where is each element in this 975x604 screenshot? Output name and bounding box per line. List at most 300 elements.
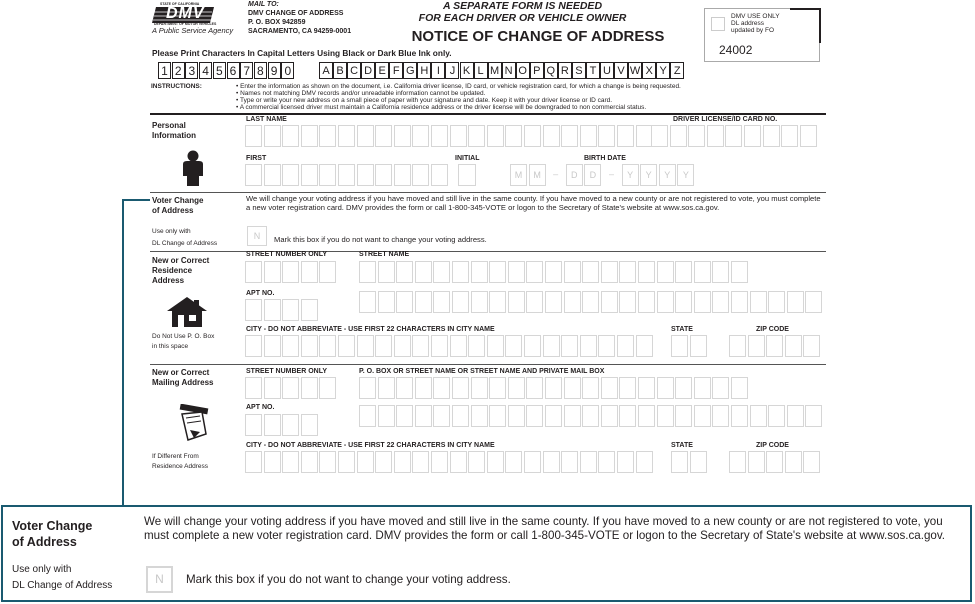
voter-checkbox-letter: N <box>253 231 261 241</box>
birth-date-box[interactable]: Y <box>640 164 657 186</box>
input-box[interactable] <box>394 451 411 473</box>
input-box[interactable] <box>582 261 599 283</box>
input-box[interactable] <box>471 261 488 283</box>
input-box[interactable] <box>264 125 281 147</box>
birth-date-box[interactable]: Y <box>677 164 694 186</box>
input-box[interactable] <box>545 405 562 427</box>
input-box[interactable] <box>375 125 392 147</box>
input-box[interactable] <box>787 405 804 427</box>
input-box[interactable] <box>375 164 392 186</box>
digit-sample: 4 <box>199 62 212 79</box>
input-box[interactable] <box>803 451 820 473</box>
instruction-item: • Enter the information as shown on the document, i.e. California driver license, ID card, or vehicle registration card, for which a change is being requested. <box>236 83 681 90</box>
input-box[interactable] <box>282 164 299 186</box>
residence-zip-label: ZIP CODE <box>756 326 789 333</box>
input-box[interactable] <box>487 335 504 357</box>
input-box[interactable] <box>468 125 485 147</box>
input-box[interactable] <box>489 291 506 313</box>
mailing-state-label: STATE <box>671 442 693 449</box>
input-box[interactable] <box>601 291 618 313</box>
input-box[interactable] <box>301 451 318 473</box>
letter-sample: N <box>502 62 516 79</box>
input-box[interactable] <box>763 125 780 147</box>
input-box[interactable] <box>245 261 262 283</box>
input-box[interactable] <box>264 261 281 283</box>
voter-zoom-panel <box>1 505 972 602</box>
letter-sample: E <box>375 62 389 79</box>
input-box[interactable] <box>731 291 748 313</box>
mail-to-line-3: SACRAMENTO, CA 94259-0001 <box>248 28 352 35</box>
input-box[interactable] <box>468 451 485 473</box>
input-box[interactable] <box>394 335 411 357</box>
input-box[interactable] <box>471 377 488 399</box>
input-box[interactable] <box>768 291 785 313</box>
digit-sample: 8 <box>254 62 267 79</box>
input-box[interactable] <box>375 451 392 473</box>
input-box[interactable] <box>657 405 674 427</box>
page-title: NOTICE OF CHANGE OF ADDRESS <box>411 28 665 45</box>
input-box[interactable] <box>301 164 318 186</box>
input-box[interactable] <box>671 335 688 357</box>
input-box[interactable] <box>282 261 299 283</box>
input-box[interactable] <box>450 125 467 147</box>
input-box[interactable] <box>338 451 355 473</box>
input-box[interactable] <box>450 335 467 357</box>
input-box[interactable] <box>282 414 299 436</box>
input-box[interactable] <box>526 291 543 313</box>
letter-sample: Z <box>670 62 684 79</box>
letter-sample: U <box>600 62 614 79</box>
input-box[interactable] <box>675 261 692 283</box>
input-box[interactable] <box>617 125 634 147</box>
letter-sample: P <box>530 62 544 79</box>
input-box[interactable] <box>433 261 450 283</box>
input-box[interactable] <box>694 291 711 313</box>
input-box[interactable] <box>433 291 450 313</box>
letter-sample: Y <box>656 62 670 79</box>
birth-date-box[interactable]: D <box>584 164 601 186</box>
input-box[interactable] <box>471 405 488 427</box>
input-box[interactable] <box>731 405 748 427</box>
input-box[interactable] <box>729 335 746 357</box>
input-box[interactable] <box>245 299 262 321</box>
letter-sample: F <box>389 62 403 79</box>
birth-date-separator: – <box>553 169 559 179</box>
input-box[interactable] <box>561 335 578 357</box>
input-box[interactable] <box>415 377 432 399</box>
input-box[interactable] <box>671 451 688 473</box>
residence-city-label: CITY - DO NOT ABBREVIATE - USE FIRST 22 CHARACTERS IN CITY NAME <box>246 326 495 333</box>
input-box[interactable] <box>670 125 687 147</box>
input-box[interactable] <box>598 125 615 147</box>
input-box[interactable] <box>245 451 262 473</box>
input-box[interactable] <box>396 261 413 283</box>
input-box[interactable] <box>245 335 262 357</box>
input-box[interactable] <box>301 261 318 283</box>
voter-zoom-use-2: DL Change of Address <box>12 580 113 591</box>
input-box[interactable] <box>657 377 674 399</box>
input-box[interactable] <box>431 125 448 147</box>
input-box[interactable] <box>415 291 432 313</box>
input-box[interactable] <box>619 291 636 313</box>
input-box[interactable] <box>803 335 820 357</box>
input-box[interactable] <box>508 261 525 283</box>
letter-sample: B <box>333 62 347 79</box>
input-box[interactable] <box>264 335 281 357</box>
digit-sample: 3 <box>185 62 198 79</box>
input-box[interactable] <box>545 261 562 283</box>
input-box[interactable] <box>787 291 804 313</box>
logo-sub: DEPARTMENT OF MOTOR VEHICLES <box>154 22 217 26</box>
letter-sample: H <box>417 62 431 79</box>
input-box[interactable] <box>766 335 783 357</box>
input-box[interactable] <box>526 377 543 399</box>
letter-sample: L <box>474 62 488 79</box>
input-box[interactable] <box>694 261 711 283</box>
input-box[interactable] <box>378 377 395 399</box>
input-box[interactable] <box>725 125 742 147</box>
input-box[interactable] <box>601 261 618 283</box>
input-box[interactable] <box>489 377 506 399</box>
residence-apt-label: APT NO. <box>246 290 275 297</box>
input-box[interactable] <box>505 451 522 473</box>
input-box[interactable] <box>282 451 299 473</box>
input-box[interactable] <box>505 125 522 147</box>
letter-sample: W <box>628 62 642 79</box>
office-use-checkbox[interactable] <box>711 17 725 31</box>
input-box[interactable] <box>582 291 599 313</box>
birth-date-box[interactable]: M <box>529 164 546 186</box>
input-box[interactable] <box>452 261 469 283</box>
input-box[interactable] <box>378 405 395 427</box>
digit-sample: 1 <box>158 62 171 79</box>
input-box[interactable] <box>378 261 395 283</box>
input-box[interactable] <box>357 164 374 186</box>
input-box[interactable] <box>543 451 560 473</box>
input-box[interactable] <box>598 451 615 473</box>
birth-date-box[interactable]: M <box>510 164 527 186</box>
input-box[interactable] <box>619 261 636 283</box>
input-box[interactable] <box>688 125 705 147</box>
letter-sample: A <box>319 62 333 79</box>
input-box[interactable] <box>396 377 413 399</box>
input-box[interactable] <box>489 405 506 427</box>
input-box[interactable] <box>245 125 262 147</box>
dl-number-label: DRIVER LICENSE/ID CARD NO. <box>673 116 778 123</box>
input-box[interactable] <box>638 291 655 313</box>
input-box[interactable] <box>744 125 761 147</box>
voter-checkbox[interactable] <box>247 226 267 246</box>
input-box[interactable] <box>543 335 560 357</box>
voter-callout-line <box>122 199 150 201</box>
voter-callout-line <box>122 199 124 506</box>
input-box[interactable] <box>805 405 822 427</box>
input-box[interactable] <box>412 335 429 357</box>
mailing-note-2: Residence Address <box>152 463 209 470</box>
voter-zoom-title: Voter Change of Address <box>12 519 93 549</box>
logo-text: DMV <box>166 5 205 22</box>
input-box[interactable] <box>748 335 765 357</box>
mailing-street-number-label: STREET NUMBER ONLY <box>246 368 328 375</box>
input-box[interactable] <box>675 291 692 313</box>
input-box[interactable] <box>601 377 618 399</box>
input-box[interactable] <box>264 414 281 436</box>
input-box[interactable] <box>431 164 448 186</box>
residence-state-label: STATE <box>671 326 693 333</box>
input-box[interactable] <box>638 261 655 283</box>
input-box[interactable] <box>245 377 262 399</box>
input-box[interactable] <box>338 125 355 147</box>
input-box[interactable] <box>433 405 450 427</box>
input-box[interactable] <box>580 335 597 357</box>
input-box[interactable] <box>582 405 599 427</box>
input-box[interactable] <box>468 335 485 357</box>
dmv-logo <box>152 2 216 24</box>
input-box[interactable] <box>545 291 562 313</box>
input-box[interactable] <box>580 125 597 147</box>
input-box[interactable] <box>712 405 729 427</box>
input-box[interactable] <box>357 335 374 357</box>
input-box[interactable] <box>508 377 525 399</box>
input-box[interactable] <box>690 451 707 473</box>
input-box[interactable] <box>617 451 634 473</box>
input-box[interactable] <box>319 125 336 147</box>
mailing-zip-label: ZIP CODE <box>756 442 789 449</box>
input-box[interactable] <box>712 291 729 313</box>
person-icon <box>180 150 206 186</box>
letter-sample: Q <box>544 62 558 79</box>
office-use-corner <box>790 8 821 43</box>
residence-note-1: Do Not Use P. O. Box <box>152 333 215 340</box>
voter-zoom-checkbox-text: Mark this box if you do not want to change your voting address. <box>186 573 511 586</box>
input-box[interactable] <box>785 335 802 357</box>
mailing-note-1: If Different From <box>152 453 199 460</box>
residence-street-number-label: STREET NUMBER ONLY <box>246 251 328 258</box>
input-box[interactable] <box>564 405 581 427</box>
input-box[interactable] <box>487 451 504 473</box>
input-box[interactable] <box>338 335 355 357</box>
input-box[interactable] <box>431 451 448 473</box>
letter-sample: C <box>347 62 361 79</box>
digit-sample: 9 <box>268 62 281 79</box>
initial-label: INITIAL <box>455 155 480 162</box>
input-box[interactable] <box>487 125 504 147</box>
input-box[interactable] <box>712 377 729 399</box>
input-box[interactable] <box>452 291 469 313</box>
input-box[interactable] <box>489 261 506 283</box>
first-name-label: FIRST <box>246 155 267 162</box>
input-box[interactable] <box>694 377 711 399</box>
input-box[interactable] <box>319 377 336 399</box>
input-box[interactable] <box>282 125 299 147</box>
input-box[interactable] <box>508 405 525 427</box>
input-box[interactable] <box>245 414 262 436</box>
input-box[interactable] <box>301 125 318 147</box>
input-box[interactable] <box>264 164 281 186</box>
input-box[interactable] <box>657 261 674 283</box>
input-box[interactable] <box>636 335 653 357</box>
input-box[interactable] <box>638 405 655 427</box>
input-box[interactable] <box>524 335 541 357</box>
letter-sample: R <box>558 62 572 79</box>
input-box[interactable] <box>748 451 765 473</box>
input-box[interactable] <box>543 125 560 147</box>
letter-sample: G <box>403 62 417 79</box>
input-box[interactable] <box>319 451 336 473</box>
input-box[interactable] <box>471 291 488 313</box>
input-box[interactable] <box>412 125 429 147</box>
input-box[interactable] <box>731 377 748 399</box>
input-box[interactable] <box>526 405 543 427</box>
input-box[interactable] <box>264 451 281 473</box>
input-box[interactable] <box>750 405 767 427</box>
office-use-line-3: updated by FO <box>731 27 774 34</box>
input-box[interactable] <box>800 125 817 147</box>
input-box[interactable] <box>561 125 578 147</box>
input-box[interactable] <box>357 451 374 473</box>
letter-sample: S <box>572 62 586 79</box>
input-box[interactable] <box>805 291 822 313</box>
input-box[interactable] <box>766 451 783 473</box>
input-box[interactable] <box>768 405 785 427</box>
input-box[interactable] <box>412 451 429 473</box>
input-box[interactable] <box>750 291 767 313</box>
letter-sample: O <box>516 62 530 79</box>
input-box[interactable] <box>781 125 798 147</box>
input-box[interactable] <box>601 405 618 427</box>
digit-sample: 0 <box>281 62 294 79</box>
input-box[interactable] <box>375 335 392 357</box>
input-box[interactable] <box>564 291 581 313</box>
office-use-line-2: DL address <box>731 20 764 27</box>
input-box[interactable] <box>564 377 581 399</box>
separate-form-line-1: A SEPARATE FORM IS NEEDED <box>442 0 603 12</box>
input-box[interactable] <box>415 261 432 283</box>
last-name-label: LAST NAME <box>246 116 287 123</box>
input-box[interactable] <box>319 335 336 357</box>
input-box[interactable] <box>598 335 615 357</box>
voter-checkbox-text: Mark this box if you do not want to change your voting address. <box>274 235 487 244</box>
office-use-label: DMV USE ONLY <box>731 13 780 20</box>
input-box[interactable] <box>508 291 525 313</box>
input-box[interactable] <box>394 125 411 147</box>
input-box[interactable] <box>675 405 692 427</box>
input-box[interactable] <box>675 377 692 399</box>
input-box[interactable] <box>359 377 376 399</box>
residence-note-2: in this space <box>152 343 189 350</box>
input-box[interactable] <box>636 451 653 473</box>
input-box[interactable] <box>561 451 578 473</box>
input-box[interactable] <box>526 261 543 283</box>
input-box[interactable] <box>712 261 729 283</box>
input-box[interactable] <box>301 414 318 436</box>
input-box[interactable] <box>731 261 748 283</box>
input-box[interactable] <box>433 377 450 399</box>
input-box[interactable] <box>564 261 581 283</box>
initial-box[interactable] <box>458 164 476 186</box>
input-box[interactable] <box>651 125 668 147</box>
input-box[interactable] <box>264 377 281 399</box>
input-box[interactable] <box>412 164 429 186</box>
input-box[interactable] <box>619 377 636 399</box>
input-box[interactable] <box>378 291 395 313</box>
input-box[interactable] <box>580 451 597 473</box>
input-box[interactable] <box>319 164 336 186</box>
input-box[interactable] <box>617 335 634 357</box>
mail-to-line-2: P. O. BOX 942859 <box>248 19 306 26</box>
input-box[interactable] <box>359 405 376 427</box>
voter-body-text: We will change your voting address if you have moved and still live in the same county. If you have moved to a new county or are not registered to vote, you must complete a new voter registration card. DMV provides the form or call 1-800-345-VOTE or logon to the Secretary of State's website at www.sos.ca.gov. <box>246 194 821 212</box>
input-box[interactable] <box>359 261 376 283</box>
birth-date-box[interactable]: Y <box>659 164 676 186</box>
digit-sample: 6 <box>227 62 240 79</box>
input-box[interactable] <box>394 164 411 186</box>
input-box[interactable] <box>338 164 355 186</box>
input-box[interactable] <box>301 377 318 399</box>
digit-sample: 7 <box>240 62 253 79</box>
input-box[interactable] <box>359 291 376 313</box>
input-box[interactable] <box>245 164 262 186</box>
input-box[interactable] <box>301 335 318 357</box>
input-box[interactable] <box>282 299 299 321</box>
input-box[interactable] <box>545 377 562 399</box>
instruction-item: • Type or write your new address on a small piece of paper with your signature and date. Keep it with your driver license or ID card. <box>236 97 613 104</box>
voter-zoom-checkbox[interactable] <box>146 566 173 593</box>
input-box[interactable] <box>264 299 281 321</box>
input-box[interactable] <box>505 335 522 357</box>
input-box[interactable] <box>282 335 299 357</box>
input-box[interactable] <box>690 335 707 357</box>
birth-date-box[interactable]: Y <box>622 164 639 186</box>
input-box[interactable] <box>282 377 299 399</box>
input-box[interactable] <box>415 405 432 427</box>
residence-street-name-label: STREET NAME <box>359 251 410 258</box>
separate-form-line-2: FOR EACH DRIVER OR VEHICLE OWNER <box>418 12 627 24</box>
birth-date-separator: – <box>608 169 614 179</box>
input-box[interactable] <box>319 261 336 283</box>
input-box[interactable] <box>524 451 541 473</box>
mail-slot-icon <box>176 404 212 442</box>
input-box[interactable] <box>657 291 674 313</box>
input-box[interactable] <box>452 377 469 399</box>
input-box[interactable] <box>619 405 636 427</box>
input-box[interactable] <box>707 125 724 147</box>
mail-to-line-1: DMV CHANGE OF ADDRESS <box>248 10 344 17</box>
input-box[interactable] <box>524 125 541 147</box>
letter-sample: M <box>488 62 502 79</box>
input-box[interactable] <box>638 377 655 399</box>
agency-line: A Public Service Agency <box>152 26 234 35</box>
letter-sample: K <box>460 62 474 79</box>
voter-zoom-use-1: Use only with <box>12 564 72 575</box>
input-box[interactable] <box>357 125 374 147</box>
input-box[interactable] <box>396 291 413 313</box>
input-box[interactable] <box>785 451 802 473</box>
voter-use-only: Use only with <box>152 228 191 235</box>
voter-section-title: Voter Change of Address <box>152 196 204 215</box>
input-box[interactable] <box>431 335 448 357</box>
input-box[interactable] <box>729 451 746 473</box>
mailing-section-title: New or Correct Mailing Address <box>152 368 214 387</box>
voter-zoom-checkbox-letter: N <box>155 572 164 586</box>
birth-date-box[interactable]: D <box>566 164 583 186</box>
input-box[interactable] <box>396 405 413 427</box>
input-box[interactable] <box>694 405 711 427</box>
input-box[interactable] <box>301 299 318 321</box>
input-box[interactable] <box>582 377 599 399</box>
input-box[interactable] <box>452 405 469 427</box>
input-box[interactable] <box>450 451 467 473</box>
